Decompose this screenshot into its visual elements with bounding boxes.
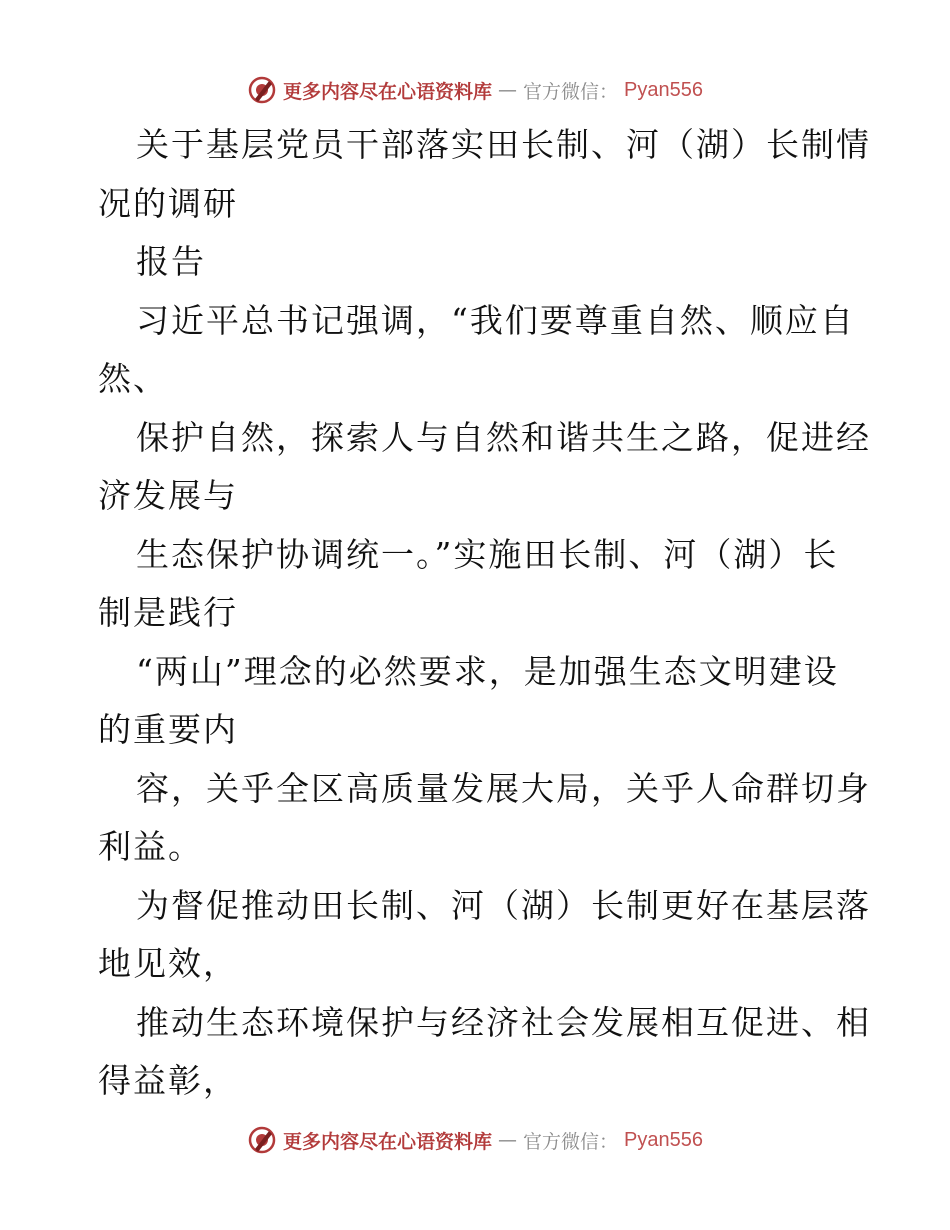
text-line: 关于基层党员干部落实田长制、河（湖）长制情 bbox=[136, 125, 871, 164]
pen-nib-circle-icon bbox=[247, 75, 277, 105]
text-line: 保护自然，探索人与自然和谐共生之路，促进经 bbox=[136, 417, 871, 457]
watermark-official-label: 官方微信： bbox=[523, 1130, 619, 1153]
text-line: 报告 bbox=[136, 242, 206, 281]
text-line: 生态保护协调统一。”实施田长制、河（湖）长 bbox=[136, 534, 839, 574]
text-line: 为督促推动田长制、河（湖）长制更好在基层落 bbox=[136, 885, 871, 925]
text-line: “两山”理念的必然要求，是加强生态文明建设 bbox=[136, 651, 839, 691]
text-line: 然、 bbox=[98, 359, 168, 398]
watermark-text: 更多内容尽在心语资料库 bbox=[283, 80, 493, 103]
watermark-text: 更多内容尽在心语资料库 bbox=[283, 1130, 493, 1153]
watermark-wechat-id: Pyan556 bbox=[624, 1128, 703, 1151]
text-line: 的重要内 bbox=[98, 710, 238, 749]
text-line: 得益彰， bbox=[98, 1061, 238, 1100]
text-line: 济发展与 bbox=[98, 476, 238, 515]
text-line: 容，关乎全区高质量发展大局，关乎人命群切身 bbox=[136, 768, 871, 808]
document-body bbox=[98, 116, 871, 1111]
text-line: 利益。 bbox=[98, 827, 203, 866]
text-line: 推动生态环境保护与经济社会发展相互促进、相 bbox=[136, 1002, 871, 1042]
watermark-separator: — bbox=[498, 79, 518, 101]
header-watermark bbox=[0, 72, 950, 108]
footer-watermark bbox=[0, 1122, 950, 1158]
text-line: 况的调研 bbox=[98, 183, 238, 223]
watermark-separator: — bbox=[498, 1129, 518, 1151]
pen-nib-circle-icon bbox=[247, 1125, 277, 1155]
text-line: 习近平总书记强调，“我们要尊重自然、顺应自 bbox=[136, 300, 855, 340]
text-line: 地见效， bbox=[98, 944, 238, 983]
watermark-wechat-id: Pyan556 bbox=[624, 78, 703, 101]
watermark-official-label: 官方微信： bbox=[523, 80, 619, 103]
text-line: 制是践行 bbox=[98, 593, 238, 632]
